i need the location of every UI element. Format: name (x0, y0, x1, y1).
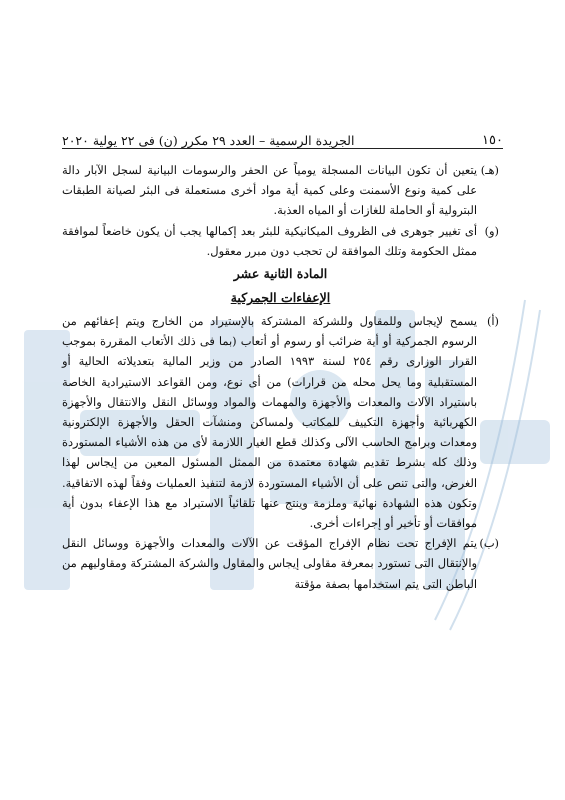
clause-he (62, 160, 499, 221)
article-heading: المادة الثانية عشر (233, 266, 328, 282)
clause-text: يسمح لإيجاس وللمقاول وللشركة المشتركة بالإستيراد من الخارج ويتم إعفائهم من الرسوم الجمركية أو أية ضرائب أو رسوم أو أتعاب (بما فى ذلك الأتعاب المقررة بموجب القرار الوزارى رقم ٢٥٤ لسنة ١٩٩٣ الصادر من وزير المالية بتعديلاته الحالية أو المستقبلية وما يحل محله من قرارات) من أى نوع، ومن القواعد الاستيرادية الخاصة باستيراد الآلات والمعدات والأجهزة والمهمات والمواد ووسائل النقل والانتقال والأجهزة الكهربائية وأجهزة التكييف للمكاتب ولمساكن ومنشآت الحقل والأجهزة الإلكترونية ومعدات وبرامج الحاسب الآلى وكذلك قطع الغيار اللازمة لأى من هذه الأشياء المستوردة وذلك كله بشرط تقديم شهادة معتمدة من الممثل المسئول المعين من إيجاس لهذا الغرض، والتى تنص على أن الأشياء المستوردة لازمة لتنفيذ العمليات وفقاً لهذه الاتفاقية. وتكون هذه الشهادة نهائية وملزمة وينتج عنها تلقائياً الاستيراد مع هذا الإعفاء بدون أية موافقات أو تأخير أو إجراءات أخرى. (62, 314, 477, 531)
clause-alif (62, 311, 499, 533)
page-header (62, 122, 503, 149)
clause-waw (62, 221, 499, 261)
section-heading: الإعفاءات الجمركية (230, 290, 331, 306)
clause-text: يتعين أن تكون البيانات المسجلة يومياً عن الحفر والرسومات البيانية لسجل الآبار دالة على كمية ونوع الأسمنت وعلى كمية أية مواد أخرى مستعملة فى البئر لصيانة الطبقات البترولية أو الحاملة للغازات أو المياه العذبة. (62, 163, 477, 218)
gazette-title: الجريدة الرسمية – العدد ٢٩ مكرر (ن) فى ٢٢ يولية ٢٠٢٠ (62, 133, 355, 148)
page-number: ١٥٠ (482, 133, 503, 148)
clause-label: (أ) (486, 314, 499, 329)
page-body (62, 160, 499, 594)
clause-label: (و) (484, 223, 499, 238)
clause-text: يتم الإفراج تحت نظام الإفراج المؤقت عن الآلات والمعدات والأجهزة ووسائل النقل والإنتقال التى تستورد بمعرفة مقاولى إيجاس والمقاول والشركة المشتركة ومقاوليهم من الباطن التى يتم استخدامها بصفة مؤقتة (62, 536, 477, 591)
clause-label: (ب) (479, 536, 499, 551)
clause-text: أى تغيير جوهرى فى الظروف الميكانيكية للبئر بعد إكمالها يجب أن يكون خاضعاً لموافقة ممثل الحكومة وتلك الموافقة لن تحجب دون مبرر معقول. (62, 223, 477, 258)
clause-ba (62, 533, 499, 594)
clause-label: (هـ) (480, 163, 499, 177)
